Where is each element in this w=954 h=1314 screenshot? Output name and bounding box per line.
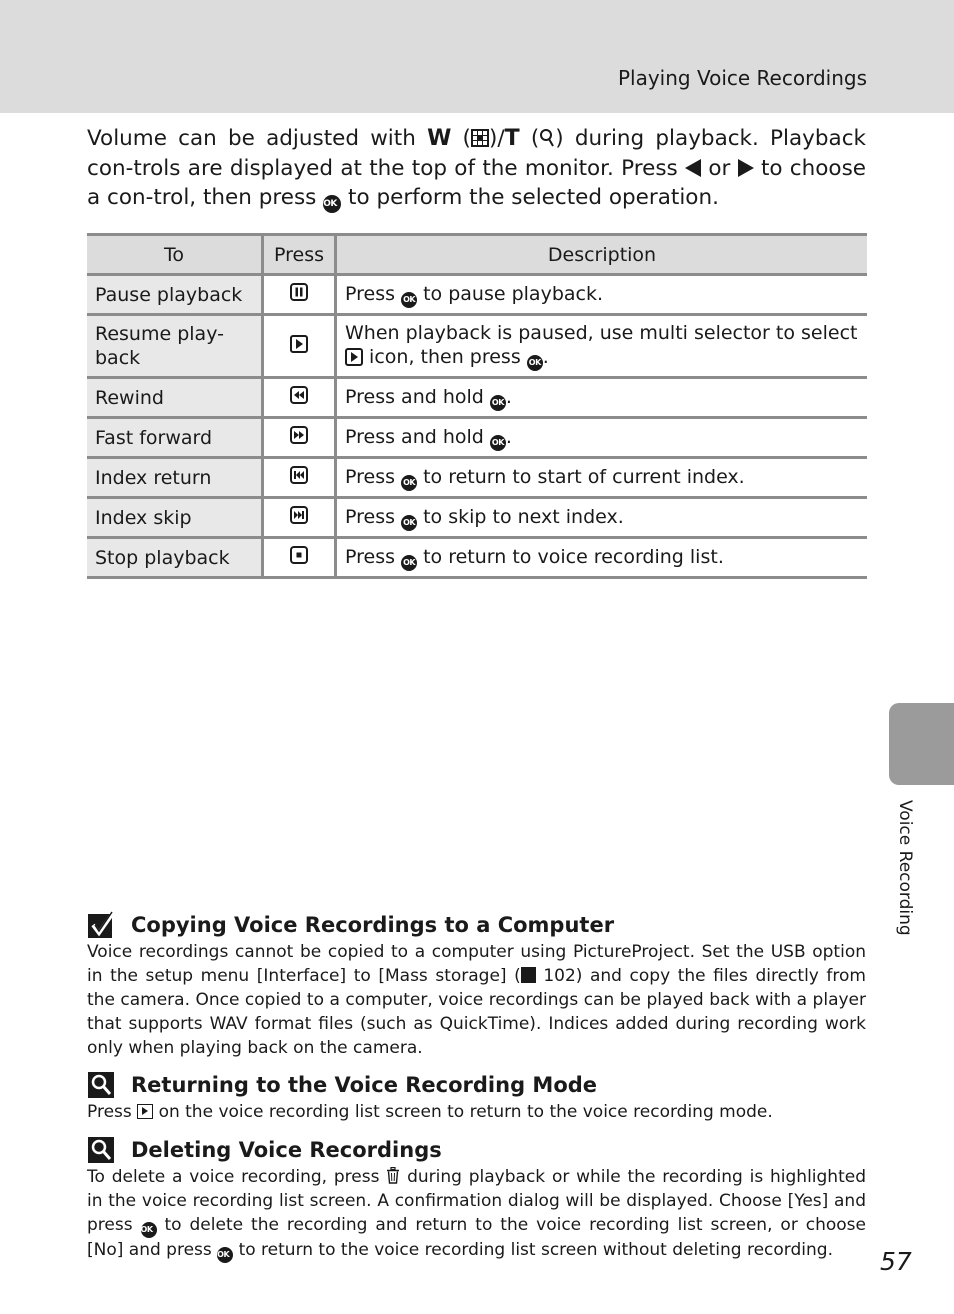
row-action: Resume play-back: [87, 315, 263, 378]
row-description: Press OK to pause playback.: [336, 275, 868, 315]
stop-icon: [290, 546, 308, 564]
ok-button-icon: OK: [323, 195, 341, 213]
zoom-tele-glyph: T: [504, 126, 520, 151]
table-row: [87, 538, 867, 578]
checkmark-icon: [87, 911, 115, 939]
row-description: Press OK to skip to next index.: [336, 498, 868, 538]
play-icon: [290, 335, 308, 353]
intro-text-5: to choose a con-trol, then press: [87, 155, 866, 210]
table-row: [87, 458, 867, 498]
ok-button-icon: OK: [217, 1247, 233, 1263]
playback-controls-table: [87, 233, 867, 579]
header-description: Description: [336, 235, 868, 275]
fast-forward-icon: [290, 426, 308, 444]
chapter-tab-label: Voice Recording: [895, 800, 915, 936]
ok-button-icon: OK: [401, 515, 417, 531]
trash-icon: [386, 1167, 400, 1184]
row-action: Pause playback: [87, 275, 263, 315]
index-return-icon: [290, 466, 308, 484]
row-description: When playback is paused, use multi selector to select icon, then press OK .: [336, 315, 868, 378]
note-deleting-title: Deleting Voice Recordings: [131, 1138, 442, 1162]
row-action: Fast forward: [87, 418, 263, 458]
intro-text-6: to perform the selected operation.: [348, 185, 719, 210]
tip-icon: [87, 1071, 115, 1099]
intro-text-3: during playback. Playback con-trols are displayed at the top of the monitor. Press: [87, 126, 866, 181]
intro-slash: /: [497, 126, 505, 151]
ok-button-icon: OK: [527, 355, 543, 371]
row-action: Index skip: [87, 498, 263, 538]
note-copying-body: Voice recordings cannot be copied to a computer using PictureProject. Set the USB option in the setup menu [Interface] to [Mass storage] ( 102) and copy the files directly from the camera. Once copied to a computer, voice recordings can be played back with a player that supports WAV format files (such as QuickTime). Indices added during recording work only when playing back on the camera.: [87, 942, 866, 1058]
note-copying-title: Copying Voice Recordings to a Computer: [131, 913, 615, 937]
ok-button-icon: OK: [490, 395, 506, 411]
table-header-row: [87, 235, 867, 275]
table-row: [87, 275, 867, 315]
table-row: [87, 498, 867, 538]
ok-button-icon: OK: [401, 292, 417, 308]
playback-button-icon: [137, 1104, 153, 1119]
thumbnail-icon: [471, 129, 489, 147]
index-skip-icon: [290, 506, 308, 524]
intro-paragraph: Volume can be adjusted with W ( )/T ( ) during playback. Playback con-trols are displayed at the top of the monitor. Press or to choose a con-trol, then press OK to perform the selected operation.: [87, 124, 866, 213]
header-to: To: [87, 235, 263, 275]
rewind-icon: [290, 386, 308, 404]
note-returning-title: Returning to the Voice Recording Mode: [131, 1073, 598, 1097]
table-row: [87, 418, 867, 458]
intro-text-4: or: [708, 155, 731, 181]
row-description: Press OK to return to start of current index.: [336, 458, 868, 498]
row-action: Stop playback: [87, 538, 263, 578]
pause-icon: [290, 283, 308, 301]
table-row: [87, 378, 867, 418]
ok-button-icon: OK: [401, 475, 417, 491]
page-header-title: Playing Voice Recordings: [617, 66, 867, 90]
ok-button-icon: OK: [401, 555, 417, 571]
row-description: Press and hold OK .: [336, 378, 868, 418]
left-arrow-icon: [685, 159, 701, 177]
book-icon: [521, 967, 536, 983]
ok-button-icon: OK: [141, 1222, 157, 1238]
note-returning-body: Press on the voice recording list screen to return to the voice recording mode.: [87, 1102, 773, 1122]
header-band: [0, 0, 954, 113]
note-deleting-body: To delete a voice recording, press during playback or while the recording is highlighted in the voice recording list screen. A confirmation dialog will be displayed. Choose [Yes] and press OK to delete the recording and return to the voice recording list screen, or choose [No] and press OK to return to the voice recording list screen without deleting recording.: [87, 1165, 866, 1263]
note-returning: [87, 1070, 866, 1124]
row-action: Index return: [87, 458, 263, 498]
page-number: 57: [880, 1247, 912, 1276]
tip-icon: [87, 1136, 115, 1164]
row-description: Press OK to return to voice recording list.: [336, 538, 868, 578]
note-copying: [87, 910, 866, 1060]
ok-button-icon: OK: [490, 435, 506, 451]
right-arrow-icon: [738, 159, 754, 177]
row-action: Rewind: [87, 378, 263, 418]
header-press: Press: [263, 235, 336, 275]
zoom-wide-glyph: W: [427, 126, 452, 151]
table-row: [87, 315, 867, 378]
intro-text-1: Volume can be adjusted with: [87, 126, 416, 151]
chapter-tab: [889, 703, 954, 785]
note-deleting: [87, 1135, 866, 1263]
row-description: Press and hold OK .: [336, 418, 868, 458]
magnify-icon: [539, 128, 555, 148]
play-icon: [345, 348, 363, 366]
